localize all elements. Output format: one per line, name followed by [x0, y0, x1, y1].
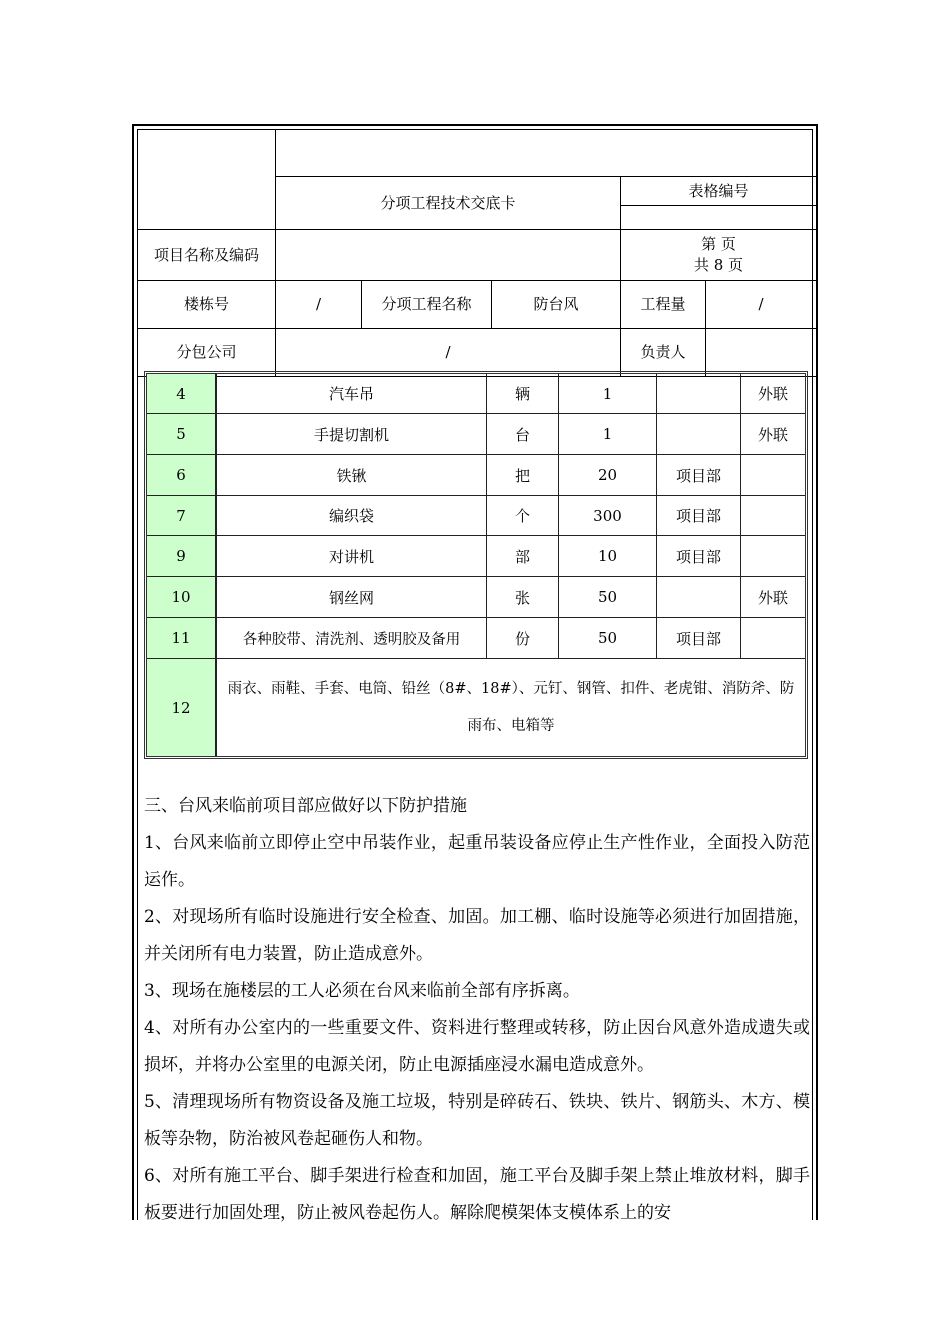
row-number: 6 [147, 455, 217, 496]
table-row [147, 374, 805, 414]
item-remark: 外联 [741, 414, 805, 455]
card-title: 分项工程技术交底卡 [276, 177, 621, 230]
building-label: 楼栋号 [138, 281, 276, 329]
row-number: 10 [147, 577, 217, 618]
page-info [621, 230, 816, 281]
row-number: 4 [147, 374, 217, 414]
row-number: 12 [147, 659, 217, 756]
item-source [657, 374, 741, 414]
item-remark [741, 455, 805, 496]
subproject-label: 分项工程名称 [362, 281, 492, 329]
project-value [276, 230, 621, 281]
total-pages: 共 8 页 [693, 256, 744, 274]
item-name: 铁锹 [217, 455, 487, 496]
paragraph: 4、对所有办公室内的一些重要文件、资料进行整理或转移，防止因台风意外造成遗失或损坏，并将办公室里的电源关闭，防止电源插座浸水漏电造成意外。 [144, 1018, 810, 1075]
table-row [147, 414, 805, 455]
item-name: 钢丝网 [217, 577, 487, 618]
item-quantity: 20 [559, 455, 657, 496]
item-remark: 外联 [741, 374, 805, 414]
item-source [657, 577, 741, 618]
item-unit: 个 [487, 496, 559, 536]
table-row [147, 577, 805, 618]
row-number: 5 [147, 414, 217, 455]
form-number-value [621, 206, 816, 230]
paragraph: 3、现场在施楼层的工人必须在台风来临前全部有序拆离。 [144, 981, 580, 1001]
item-quantity: 1 [559, 374, 657, 414]
item-name: 雨衣、雨鞋、手套、电筒、铅丝（8#、18#）、元钉、钢管、扣件、老虎钳、消防斧、防雨布、电箱等 [227, 681, 795, 734]
project-label: 项目名称及编码 [138, 230, 276, 281]
subproject-value: 防台风 [492, 281, 621, 329]
paragraph: 2、对现场所有临时设施进行安全检查、加固。加工棚、临时设施等必须进行加固措施，并关闭所有电力装置，防止造成意外。 [144, 907, 810, 964]
item-name: 对讲机 [217, 536, 487, 577]
item-source: 项目部 [657, 536, 741, 577]
item-name: 编织袋 [217, 496, 487, 536]
materials-table [144, 371, 808, 759]
item-remark [741, 618, 805, 659]
table-row [147, 659, 805, 756]
item-quantity: 1 [559, 414, 657, 455]
row-number: 7 [147, 496, 217, 536]
subcontractor-value: / [276, 329, 621, 377]
item-unit: 台 [487, 414, 559, 455]
subcontractor-label: 分包公司 [138, 329, 276, 377]
paragraph: 1、台风来临前立即停止空中吊装作业，起重吊装设备应停止生产性作业，全面投入防范运作。 [144, 833, 810, 890]
item-remark: 外联 [741, 577, 805, 618]
section-heading: 三、台风来临前项目部应做好以下防护措施 [144, 796, 467, 816]
quantity-value: / [706, 281, 816, 329]
company-name-cell [276, 130, 816, 177]
item-remark [741, 496, 805, 536]
item-name: 汽车吊 [217, 374, 487, 414]
item-unit: 张 [487, 577, 559, 618]
item-unit: 份 [487, 618, 559, 659]
table-row [147, 618, 805, 659]
item-name: 各种胶带、清洗剂、透明胶及备用 [217, 618, 487, 659]
table-row [147, 536, 805, 577]
item-unit: 把 [487, 455, 559, 496]
responsible-value [706, 329, 816, 377]
item-quantity: 300 [559, 496, 657, 536]
table-row [147, 496, 805, 536]
logo-cell [138, 130, 276, 230]
item-source: 项目部 [657, 455, 741, 496]
item-remark [741, 536, 805, 577]
item-name: 手提切割机 [217, 414, 487, 455]
item-source [657, 414, 741, 455]
form-number-label: 表格编号 [621, 177, 816, 206]
item-unit: 辆 [487, 374, 559, 414]
row-number: 11 [147, 618, 217, 659]
paragraph: 6、对所有施工平台、脚手架进行检查和加固，施工平台及脚手架上禁止堆放材料，脚手板要进行加固处理，防止被风卷起伤人。解除爬模架体支模体系上的安 [144, 1166, 810, 1223]
quantity-label: 工程量 [621, 281, 706, 329]
item-source: 项目部 [657, 618, 741, 659]
paragraph: 5、清理现场所有物资设备及施工垃圾，特别是碎砖石、铁块、铁片、钢筋头、木方、模板等杂物，防治被风卷起砸伤人和物。 [144, 1092, 810, 1149]
building-value: / [276, 281, 362, 329]
page-number: 第 页 [701, 235, 736, 253]
item-unit: 部 [487, 536, 559, 577]
item-quantity: 50 [559, 577, 657, 618]
item-quantity: 10 [559, 536, 657, 577]
table-row [147, 455, 805, 496]
responsible-label: 负责人 [621, 329, 706, 377]
item-source: 项目部 [657, 496, 741, 536]
row-number: 9 [147, 536, 217, 577]
item-quantity: 50 [559, 618, 657, 659]
protective-measures-section [144, 788, 810, 1232]
